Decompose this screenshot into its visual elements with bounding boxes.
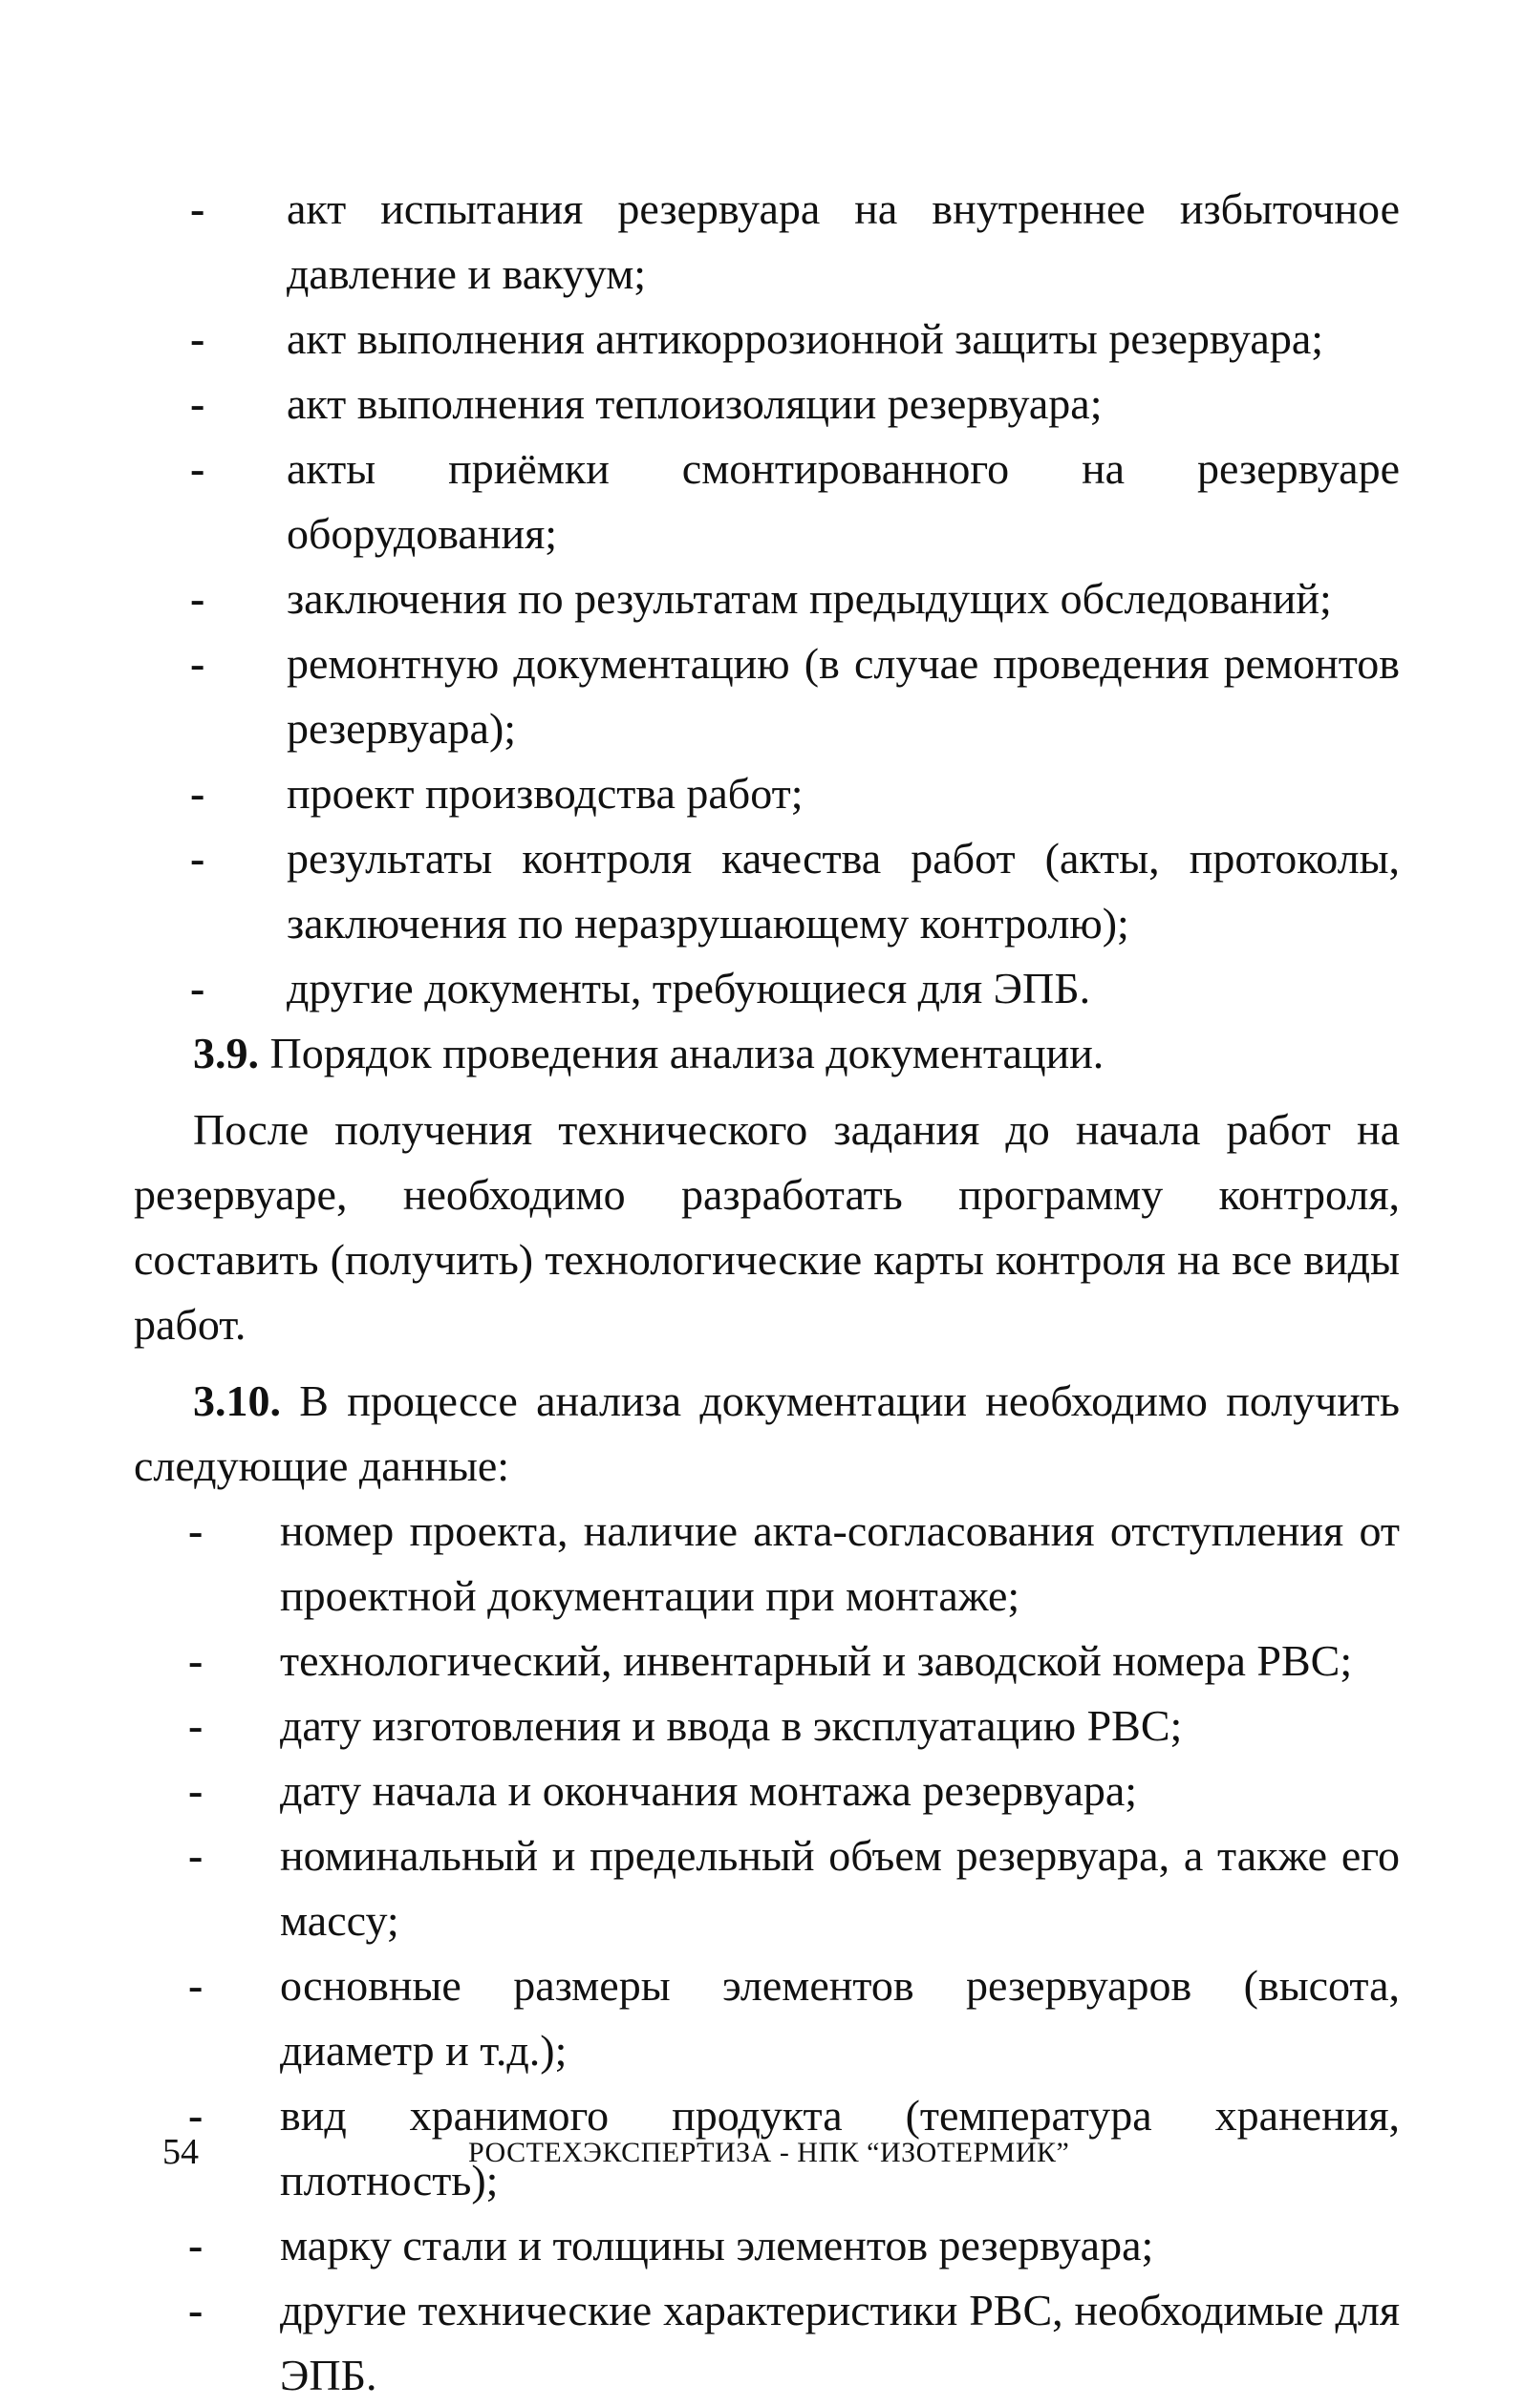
list-item: [134, 2278, 1400, 2408]
data-list: [134, 1499, 1400, 2408]
list-bullet: -: [190, 574, 205, 623]
list-item: [134, 1823, 1400, 1953]
list-item-text: проект производства работ;: [287, 769, 804, 818]
list-item-text: акт выполнения антикоррозионной защиты резервуара;: [287, 314, 1324, 363]
list-item-text: акты приёмки смонтированного на резервуаре оборудования;: [287, 444, 1400, 558]
list-item-text: другие документы, требующиеся для ЭПБ.: [287, 964, 1091, 1012]
section-3-9-paragraph: После получения технического задания до начала работ на резервуаре, необходимо разработать программу контроля, составить (получить) технологические карты контроля на все виды работ.: [134, 1105, 1400, 1349]
list-bullet: -: [188, 1701, 204, 1750]
list-bullet: -: [188, 1766, 204, 1815]
list-item: [134, 1953, 1400, 2083]
list-item: [134, 566, 1400, 631]
list-item: [134, 631, 1400, 761]
publisher-line: РОСТЕХЭКСПЕРТИЗА - НПК “ИЗОТЕРМИК”: [468, 2137, 1070, 2168]
list-item-text: дату изготовления и ввода в эксплуатацию РВС;: [280, 1701, 1183, 1750]
list-bullet: -: [188, 1506, 204, 1555]
page-footer: [162, 2128, 1385, 2176]
list-item-text: результаты контроля качества работ (акты, протоколы, заключения по неразрушающему контролю);: [287, 834, 1400, 948]
list-bullet: -: [190, 769, 205, 818]
list-item: [134, 1499, 1400, 1629]
list-item: [134, 372, 1400, 437]
list-bullet: -: [188, 1831, 204, 1880]
list-item: [134, 1758, 1400, 1823]
list-item: [134, 761, 1400, 826]
list-item: [134, 307, 1400, 372]
section-number: 3.9.: [193, 1029, 259, 1077]
list-bullet: -: [188, 1961, 204, 2010]
list-bullet: -: [190, 834, 205, 883]
list-bullet: -: [188, 2221, 204, 2269]
list-item: [134, 1629, 1400, 1694]
list-bullet: -: [190, 444, 205, 493]
section-3-9-heading: [134, 1021, 1400, 1086]
list-item-text: заключения по результатам предыдущих обследований;: [287, 574, 1332, 623]
list-bullet: -: [190, 964, 205, 1012]
page-number: 54: [162, 2132, 199, 2172]
list-item-text: технологический, инвентарный и заводской номера РВС;: [280, 1636, 1353, 1685]
documents-list: [134, 177, 1400, 1021]
list-bullet: -: [188, 2091, 204, 2140]
list-item-text: ремонтную документацию (в случае проведения ремонтов резервуара);: [287, 639, 1400, 753]
list-item-text: акт выполнения теплоизоляции резервуара;: [287, 379, 1103, 428]
section-title: Порядок проведения анализа документации.: [269, 1029, 1105, 1077]
list-item: [134, 1694, 1400, 1758]
list-item: [134, 437, 1400, 566]
list-bullet: -: [190, 184, 205, 233]
list-bullet: -: [190, 379, 205, 428]
list-bullet: -: [188, 2286, 204, 2334]
list-item-text: дату начала и окончания монтажа резервуара;: [280, 1766, 1138, 1815]
list-item-text: акт испытания резервуара на внутреннее избыточное давление и вакуум;: [287, 184, 1400, 298]
list-item: [134, 826, 1400, 956]
list-bullet: -: [190, 314, 205, 363]
list-item-text: номинальный и предельный объем резервуара, а также его массу;: [280, 1831, 1400, 1945]
list-item-text: марку стали и толщины элементов резервуара;: [280, 2221, 1154, 2269]
list-item-text: основные размеры элементов резервуаров (высота, диаметр и т.д.);: [280, 1961, 1400, 2075]
list-item-text: вид хранимого продукта (температура хранения, плотность);: [280, 2091, 1400, 2205]
list-item: [134, 956, 1400, 1021]
list-item: [134, 2213, 1400, 2278]
page-body: [134, 177, 1400, 2408]
section-text: В процессе анализа документации необходимо получить следующие данные:: [134, 1376, 1400, 1490]
list-item-text: номер проекта, наличие акта-согласования отступления от проектной документации при монтаже;: [280, 1506, 1400, 1620]
list-bullet: -: [188, 1636, 204, 1685]
list-bullet: -: [190, 639, 205, 688]
section-number: 3.10.: [193, 1376, 281, 1425]
section-3-10-heading: [134, 1369, 1400, 1499]
list-item-text: другие технические характеристики РВС, необходимые для ЭПБ.: [280, 2286, 1400, 2399]
list-item: [134, 177, 1400, 307]
